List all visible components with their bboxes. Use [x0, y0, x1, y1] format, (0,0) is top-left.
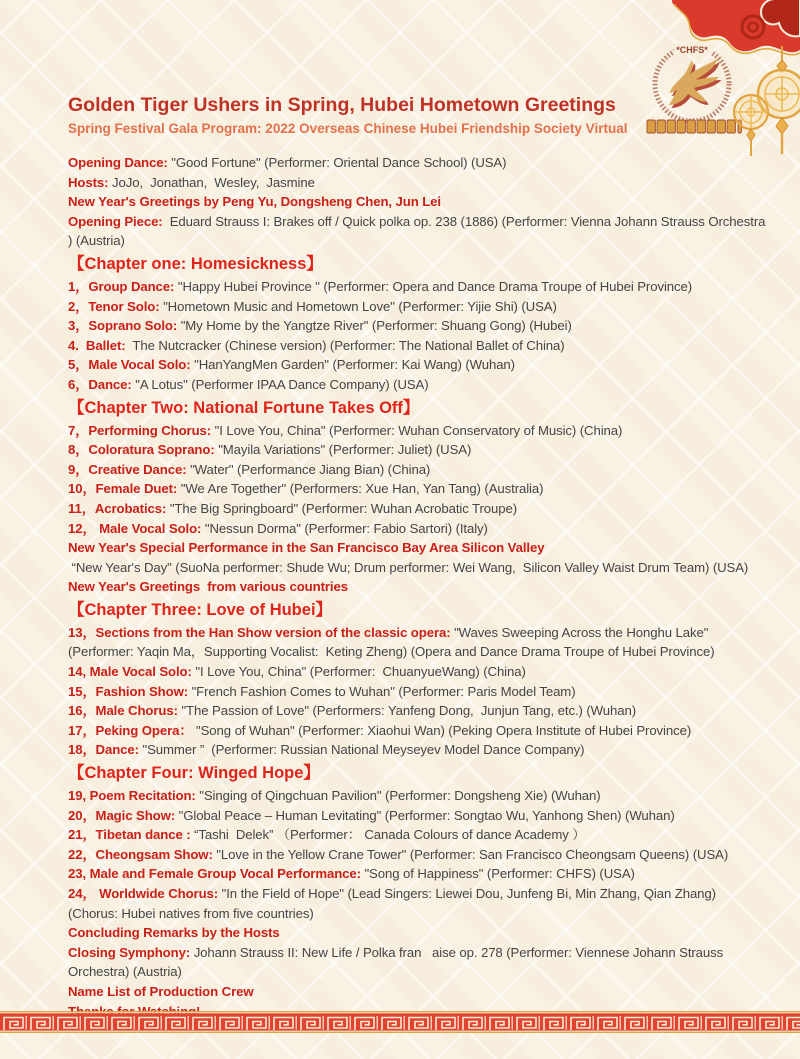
- line-item-3: [68, 316, 768, 336]
- line-item-24: [68, 884, 768, 923]
- line-item-18: [68, 740, 768, 760]
- line-label: 13，Sections from the Han Show version of the classic opera:: [68, 624, 451, 640]
- line-label: 6，Dance:: [68, 376, 132, 392]
- line-item-5: [68, 355, 768, 375]
- line-label: 4. Ballet:: [68, 337, 126, 353]
- line-item-1: [68, 277, 768, 297]
- greek-key-border: [0, 1011, 800, 1035]
- line-text: "My Home by the Yangtze River" (Performer: Shuang Gong) (Hubei): [177, 318, 572, 334]
- line-item-6: [68, 375, 768, 395]
- line-label: 10，Female Duet:: [68, 481, 178, 497]
- line-item-2: [68, 297, 768, 317]
- line-item-17: [68, 721, 768, 741]
- line-text: "In the Field of Hope" (Lead Singers: Liewei Dou, Junfeng Bi, Min Zhang, Qian Zhang) (Chorus: Hubei natives from five countries): [68, 886, 720, 921]
- line-label: 20，Magic Show:: [68, 807, 176, 823]
- line-text: "Nessun Dorma" (Performer: Fabio Sartori) (Italy): [201, 520, 488, 536]
- line-text: "Water" (Performance Jiang Bian) (China): [186, 461, 431, 477]
- line-text: "Happy Hubei Province " (Performer: Opera and Dance Drama Troupe of Hubei Province): [174, 278, 693, 294]
- line-closing-symphony: [68, 943, 768, 982]
- line-label: 21，Tibetan dance :: [68, 827, 191, 843]
- line-text: "Mayila Variations" (Performer: Juliet) (USA): [214, 442, 472, 458]
- line-text: "A Lotus" (Performer IPAA Dance Company) (USA): [131, 376, 429, 392]
- line-item-22: [68, 845, 768, 865]
- line-text: "French Fashion Comes to Wuhan" (Performer: Paris Model Team): [188, 683, 576, 699]
- line-text: JoJo, Jonathan, Wesley, Jasmine: [108, 174, 315, 190]
- line-label: 7，Performing Chorus:: [68, 422, 212, 438]
- line-item-16: [68, 701, 768, 721]
- line-concluding-remarks: [68, 923, 768, 943]
- line-item-10: [68, 479, 768, 499]
- line-item-9: [68, 460, 768, 480]
- line-text: "Singing of Qingchuan Pavilion" (Performer: Dongsheng Xie) (Wuhan): [195, 788, 601, 804]
- line-text: "Waves Sweeping Across the Honghu Lake" (Performer: Yaqin Ma，Supporting Vocalist: Keting Zheng) (Opera and Dance Drama Troupe of Hubei Province): [68, 624, 715, 660]
- line-label: 22，Cheongsam Show:: [68, 846, 213, 862]
- line-text: "Love in the Yellow Crane Tower" (Performer: San Francisco Cheongsam Queens) (USA): [212, 846, 729, 862]
- chapter-three-heading: 【Chapter Three: Love of Hubei】: [68, 600, 333, 619]
- line-item-15: [68, 682, 768, 702]
- line-item-20: [68, 806, 768, 826]
- line-item-4: [68, 336, 768, 356]
- line-label: 19, Poem Recitation:: [68, 788, 196, 804]
- line-text: The Nutcracker (Chinese version) (Performer: The National Ballet of China): [125, 337, 565, 353]
- page-subtitle: Spring Festival Gala Program: 2022 Overseas Chinese Hubei Friendship Society Virtual: [68, 121, 628, 136]
- line-text: "The Big Springboard" (Performer: Wuhan Acrobatic Troupe): [166, 500, 518, 516]
- line-label: 2，Tenor Solo:: [68, 298, 160, 314]
- line-sf-special-performance: [68, 538, 768, 558]
- line-label: New Year's Special Performance in the San Francisco Bay Area Silicon Valley: [68, 540, 545, 556]
- line-text: “Tashi Delek” （Performer： Canada Colours of dance Academy ）: [190, 827, 586, 843]
- line-label: Opening Piece:: [68, 213, 163, 229]
- line-new-years-day: [68, 558, 768, 578]
- line-text: "Song of Happiness" (Performer: CHFS) (USA): [360, 866, 635, 882]
- line-label: New Year's Greetings by Peng Yu, Dongsheng Chen, Jun Lei: [68, 194, 441, 210]
- line-text: "The Passion of Love" (Performers: Yanfeng Dong, Junjun Tang, etc.) (Wuhan): [177, 703, 636, 719]
- line-text: "Summer ” (Performer: Russian National Meyseyev Model Dance Company): [138, 742, 585, 758]
- line-label: 24， Worldwide Chorus:: [68, 886, 219, 901]
- line-label: Concluding Remarks by the Hosts: [68, 925, 280, 941]
- line-text: "Global Peace – Human Levitating" (Performer: Songtao Wu, Yanhong Shen) (Wuhan): [175, 807, 675, 823]
- line-text: "Good Fortune" (Performer: Oriental Dance School) (USA): [167, 155, 507, 170]
- line-text: "Hometown Music and Hometown Love" (Performer: Yijie Shi) (USA): [159, 298, 557, 314]
- line-text: "HanYangMen Garden" (Performer: Kai Wang) (Wuhan): [190, 357, 515, 373]
- line-label: 15，Fashion Show:: [68, 683, 189, 699]
- line-label: 17，Peking Opera：: [68, 722, 193, 738]
- line-production-crew: [68, 982, 768, 1002]
- line-label: 12， Male Vocal Solo:: [68, 520, 202, 536]
- line-label: 16，Male Chorus:: [68, 703, 178, 719]
- line-text: "I Love You, China" (Performer: ChuanyueWang) (China): [191, 664, 526, 680]
- line-item-7: [68, 421, 768, 441]
- page-title: Golden Tiger Ushers in Spring, Hubei Hometown Greetings: [68, 94, 616, 116]
- line-label: New Year's Greetings from various countries: [68, 579, 348, 595]
- line-label: 23, Male and Female Group Vocal Performance:: [68, 866, 361, 882]
- line-text: Eduard Strauss I: Brakes off / Quick polka op. 238 (1886) (Performer: Vienna Johann Strauss Orchestra ) (Austria): [68, 213, 769, 249]
- line-label: Name List of Production Crew: [68, 983, 254, 999]
- line-item-13: [68, 623, 768, 662]
- line-label: Opening Dance:: [68, 155, 168, 170]
- line-item-14: [68, 662, 768, 682]
- line-label: 18，Dance:: [68, 742, 139, 758]
- program-document: [68, 94, 768, 1021]
- chapter-four-heading: 【Chapter Four: Winged Hope】: [68, 764, 320, 783]
- line-label: 3，Soprano Solo:: [68, 318, 178, 334]
- chapter-one-heading: 【Chapter one: Homesickness】: [68, 254, 323, 273]
- line-label: Closing Symphony:: [68, 944, 191, 960]
- line-label: 9，Creative Dance:: [68, 461, 187, 477]
- line-new-years-greetings-hosts: [68, 192, 768, 212]
- line-text: “New Year's Day" (SuoNa performer: Shude Wu; Drum performer: Wei Wang, Silicon Valley Waist Drum Team) (USA): [68, 559, 749, 575]
- line-item-11: [68, 499, 768, 519]
- line-text: "Song of Wuhan" (Performer: Xiaohui Wan) (Peking Opera Institute of Hubei Province): [192, 722, 692, 738]
- line-item-12: [68, 519, 768, 539]
- line-label: 11，Acrobatics:: [68, 500, 167, 516]
- line-text: "We Are Together" (Performers: Xue Han, Yan Tang) (Australia): [177, 481, 544, 497]
- line-label: 14, Male Vocal Solo:: [68, 664, 192, 680]
- line-label: 5，Male Vocal Solo:: [68, 357, 191, 373]
- logo-acronym: *CHFS*: [676, 45, 708, 55]
- line-item-21: [68, 825, 768, 845]
- line-opening-piece: [68, 212, 768, 251]
- line-item-19: [68, 786, 768, 806]
- line-greetings-various-countries: [68, 577, 768, 597]
- line-text: Johann Strauss II: New Life / Polka fran aise op. 278 (Performer: Viennese Johann Strauss Orchestra) (Austria): [68, 944, 727, 980]
- line-opening-dance: [68, 153, 768, 173]
- line-label: 1，Group Dance:: [68, 278, 175, 294]
- chapter-two-heading: 【Chapter Two: National Fortune Takes Off】: [68, 398, 420, 417]
- line-text: "I Love You, China" (Performer: Wuhan Conservatory of Music) (China): [211, 422, 623, 438]
- line-item-8: [68, 440, 768, 460]
- line-label: 8，Coloratura Soprano:: [68, 442, 215, 458]
- line-hosts: [68, 173, 768, 193]
- line-item-23: [68, 864, 768, 884]
- line-label: Hosts:: [68, 174, 109, 190]
